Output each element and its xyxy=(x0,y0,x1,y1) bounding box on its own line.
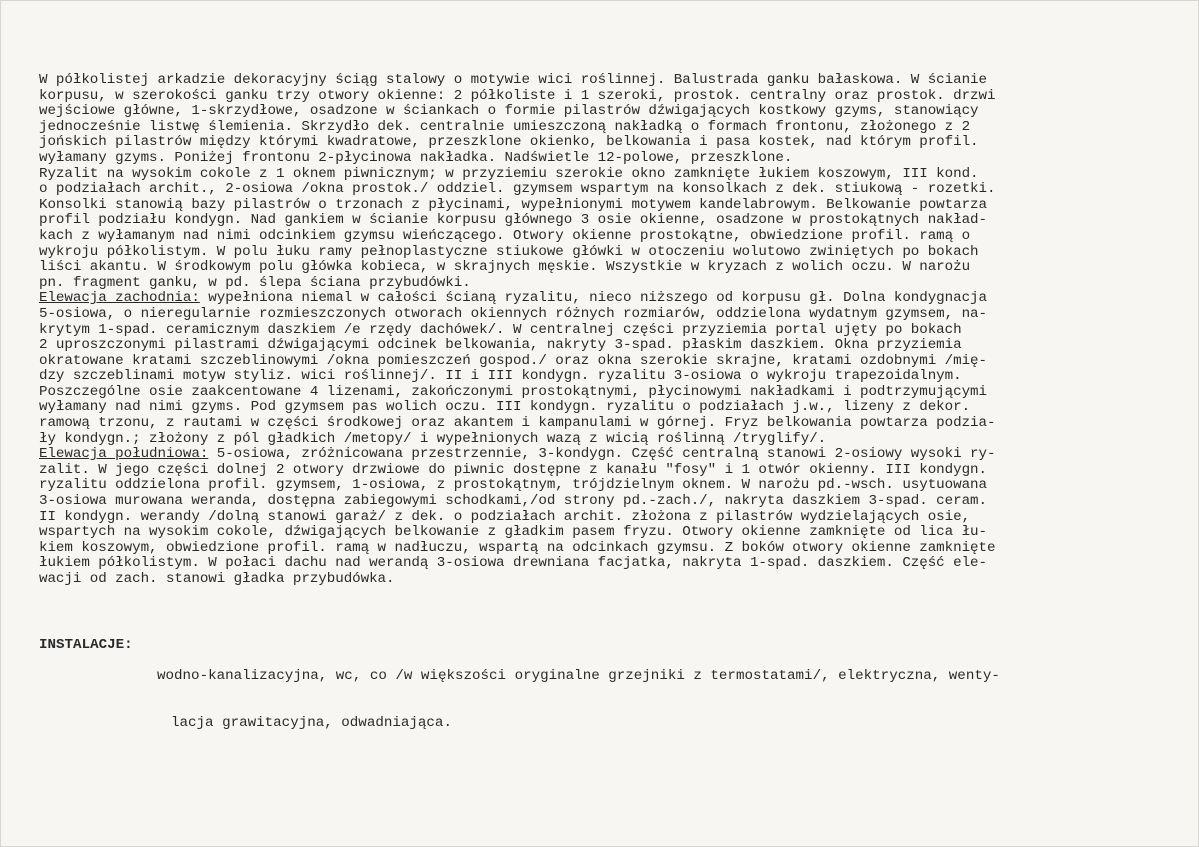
text-line: jednocześnie listwę ślemienia. Skrzydło dek. centralnie umieszczoną nakładką o formach frontonu, złożonego z 2 xyxy=(39,118,971,135)
text-line: 2 uproszczonymi pilastrami dźwigającymi odcinek belkowania, nakryty 3-spad. płaskim daszkiem. Okna przyziemia xyxy=(39,337,962,354)
text-line: o podziałach archit., 2-osiowa /okna prostok./ oddziel. gzymsem wspartym na konsolkach z dek. stiukową - rozetki. xyxy=(39,181,996,198)
text-line: wspartych na wysokim cokole, dźwigających belkowanie z gładkim pasem fryzu. Otwory okienne zamknięte od lica łu- xyxy=(39,524,987,541)
text-line: jońskich pilastrów między którymi kwadratowe, przeszklone okienko, belkowania i pasa kostek, nad którym profil. xyxy=(39,134,979,151)
text-line: wodno-kanalizacyjna, wc, co /w większości oryginalne grzejniki z termostatami/, elektryczna, wenty- xyxy=(157,668,1000,685)
text-line: korpusu, w szerokości ganku trzy otwory okienne: 2 półkoliste i 1 szeroki, prostok. centralny oraz prostok. drzwi xyxy=(39,87,996,104)
south-elevation-heading: Elewacja południowa: xyxy=(39,446,209,463)
text-line: ły kondygn.; złożony z pól gładkich /metopy/ i wypełnionych wazą z wicią roślinną /tryglify/. xyxy=(39,430,827,447)
text-line: wyłamany nad nimi gzyms. Pod gzymsem pas wolich oczu. III kondygn. ryzalitu o podziałach j.w., lizeny z dekor. xyxy=(39,399,971,416)
text-line: krytym 1-spad. ceramicznym daszkiem /e rzędy dachówek/. W centralnej części przyziemia portal ujęty po bokach xyxy=(39,321,962,338)
west-elevation-text: wypełniona niemal w całości ścianą ryzalitu, nieco niższego od korpusu gł. Dolna kondygnacja xyxy=(199,290,987,307)
text-line: zalit. W jego części dolnej 2 otwory drzwiowe do piwnic dostępne z kanału "fosy" i 1 otwór okienny. III kondygn. xyxy=(39,461,987,478)
text-line: kiem koszowym, obwiedzione profil. ramą w nadłuczu, wspartą na odcinkach gzymsu. Z boków otwory okienne zamknięte xyxy=(39,539,996,556)
text-line: wykroju półkolistym. W polu łuku ramy pełnoplastyczne stiukowe główki w otoczeniu wolutowo zwiniętych po bokach xyxy=(39,243,979,260)
west-elevation-heading: Elewacja zachodnia: xyxy=(39,290,200,307)
text-line: lacja grawitacyjna, odwadniająca. xyxy=(171,714,452,731)
text-line: II kondygn. werandy /dolną stanowi garaż/ z dek. o podziałach archit. złożona z pilastrów wydzielających osie, xyxy=(39,508,971,525)
text-line: Konsolki stanowią bazy pilastrów o trzonach z płycinami, wypełnionymi motywem kandelabrowym. Belkowanie powtarza xyxy=(39,196,987,213)
text-line: W półkolistej arkadzie dekoracyjny ściąg stalowy o motywie wici roślinnej. Balustrada ganku bałaskowa. W ścianie xyxy=(39,72,987,88)
text-line: profil podziału kondygn. Nad gankiem w ścianie korpusu głównego 3 osie okienne, osadzone w prostokątnych nakład- xyxy=(39,212,987,229)
text-line: ryzalitu oddzielona profil. gzymsem, 1-osiowa, z prostokątnym, trójdzielnym oknem. W narożu pd.-wsch. usytuowana xyxy=(39,477,987,494)
text-line: liści akantu. W środkowym polu główka kobieca, w skrajnych męskie. Wszystkie w kryzach z wolich oczu. W narożu xyxy=(39,259,971,276)
west-elevation-first-line xyxy=(39,291,1174,307)
text-line: 5-osiowa, o nieregularnie rozmieszczonych otworach okiennych różnych rozmiarów, oddzielona wydatnym gzymsem, na- xyxy=(39,305,987,322)
text-line: 3-osiowa murowana weranda, dostępna zabiegowymi schodkami,/od strony pd.-zach./, nakryta daszkiem 3-spad. ceram. xyxy=(39,493,987,510)
south-elevation-first-line xyxy=(39,447,1174,463)
text-line: Ryzalit na wysokim cokole z 1 oknem piwnicznym; w przyziemiu szerokie okno zamknięte łukiem koszowym, III kond. xyxy=(39,165,979,182)
text-line: dzy szczeblinami motyw styliz. wici roślinnej/. II i III kondygn. ryzalitu 3-osiowa o wykroju trapezoidalnym. xyxy=(39,368,962,385)
installations-label: INSTALACJE: xyxy=(39,637,133,653)
text-line: Poszczególne osie zaakcentowane 4 lizenami, zakończonymi prostokątnymi, płycinowymi nakładkami i podtrzymującymi xyxy=(39,383,987,400)
installations-text xyxy=(157,638,1167,763)
text-line: wejściowe główne, 1-skrzydłowe, osadzone w ściankach o formie pilastrów dźwigających kostkowy gzyms, stanowiący xyxy=(39,103,979,120)
text-line: kach z wyłamanym nad nimi odcinkiem gzymsu wieńczącego. Otwory okienne prostokątne, obwiedzione profil. ramą o xyxy=(39,227,971,244)
document-body xyxy=(39,73,1174,588)
text-line: łukiem półkolistym. W połaci dachu nad werandą 3-osiowa drewniana facjatka, nakryta 1-spad. daszkiem. Część ele- xyxy=(39,555,987,572)
text-line: ramową trzonu, z rautami w części środkowej oraz akantem i kampanulami w górnej. Fryz belkowania powtarza podzia- xyxy=(39,415,996,432)
text-line: pn. fragment ganku, w pd. ślepa ściana przybudówki. xyxy=(39,274,471,291)
text-line: wyłamany gzyms. Poniżej frontonu 2-płycinowa nakładka. Nadświetle 12-polowe, przeszklone. xyxy=(39,149,793,166)
south-elevation-text: 5-osiowa, zróżnicowana przestrzennie, 3-kondygn. Część centralną stanowi 2-osiowy wysoki ry- xyxy=(208,446,996,463)
text-line: okratowane kratami szczeblinowymi /okna pomieszczeń gospod./ oraz okna szerokie skrajne, kratami ozdobnymi /mię- xyxy=(39,352,987,369)
text-line: wacji od zach. stanowi gładka przybudówka. xyxy=(39,571,395,587)
